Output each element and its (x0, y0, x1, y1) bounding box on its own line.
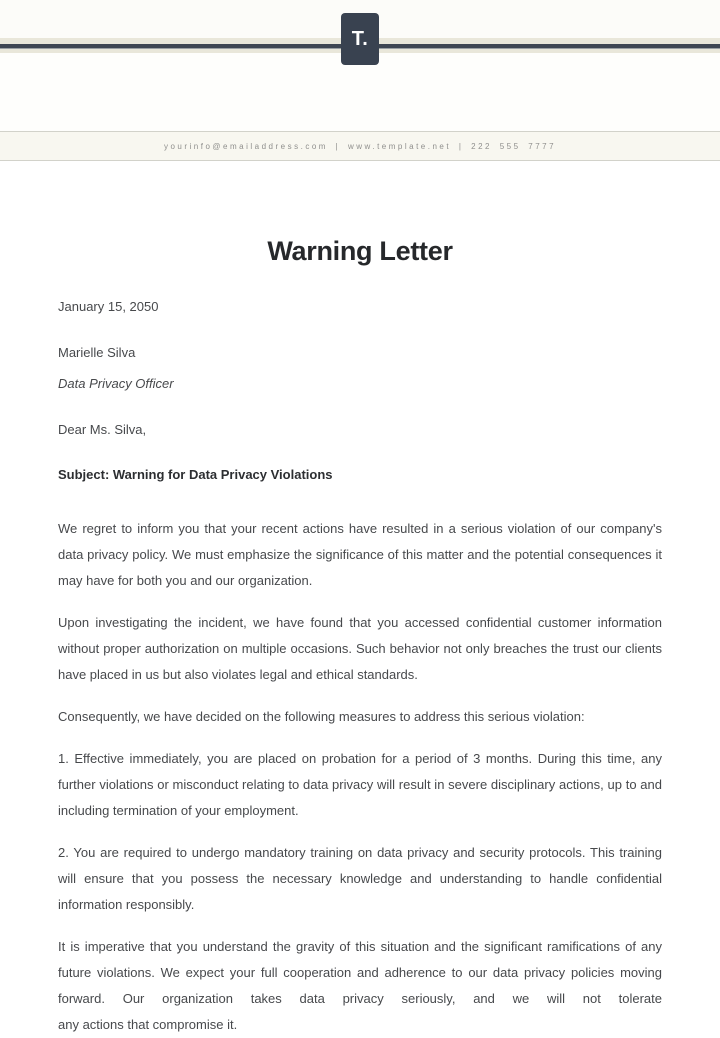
letter-paragraph: Upon investigating the incident, we have found that you accessed confidential customer information without proper authorization on multiple occasions. Such behavior not only breaches the trust our clients have placed in us but also violates legal and ethical standards. (58, 615, 662, 682)
letter-paragraph: Consequently, we have decided on the following measures to address this serious violation: (58, 709, 585, 724)
subject-line: Subject: Warning for Data Privacy Violations (58, 467, 333, 482)
letter-paragraph: 2. You are required to undergo mandatory training on data privacy and security protocols. This training will ensure that you possess the necessary knowledge and understanding to handle confidential information responsibly. (58, 845, 662, 912)
recipient-name: Marielle Silva (58, 345, 136, 360)
letter-paragraph: We regret to inform you that your recent actions have resulted in a serious violation of our company's data privacy policy. We must emphasize the significance of this matter and the potential consequences it may have for both you and our organization. (58, 521, 662, 588)
letter-paragraphs (58, 516, 662, 1012)
letterhead (0, 0, 720, 161)
recipient-title: Data Privacy Officer (58, 376, 174, 391)
letter-title: Warning Letter (267, 236, 453, 266)
letter-paragraph: It is imperative that you understand the gravity of this situation and the significant ramifications of any future violations. We expect your full cooperation and adherence to our data privacy policies moving forward. Our organization takes data privacy seriously, and we will not tolerate (58, 939, 662, 1006)
salutation: Dear Ms. Silva, (58, 422, 147, 437)
letter-paragraph: 1. Effective immediately, you are placed on probation for a period of 3 months. During this time, any further violations or misconduct relating to data privacy will result in severe disciplinary actions, up to and including termination of your employment. (58, 751, 662, 818)
clipped-line: any actions that compromise it. (58, 1017, 238, 1032)
contact-line: yourinfo@emailaddress.com | www.template.net | 222 555 7777 (163, 141, 557, 151)
logo-text: T. (351, 27, 369, 50)
letter-body (0, 235, 720, 1038)
date-line: January 15, 2050 (58, 299, 159, 314)
contact-band (0, 131, 720, 161)
logo-badge (341, 13, 379, 65)
